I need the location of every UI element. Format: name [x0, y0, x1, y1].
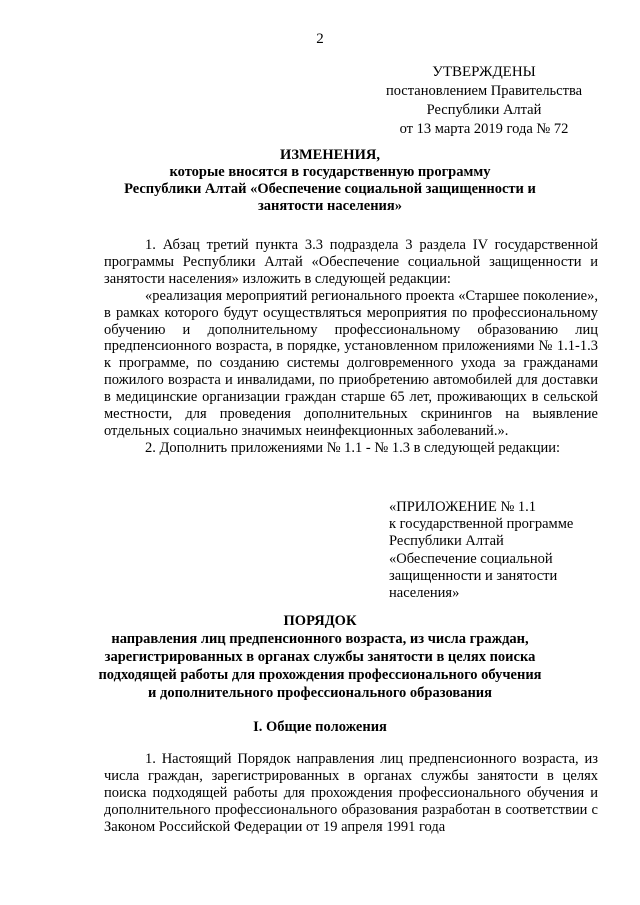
order-title-line: направления лиц предпенсионного возраста, из числа граждан, [111, 631, 529, 647]
annex-line: защищенности и занятости [389, 567, 558, 584]
title-line: занятости населения» [257, 198, 403, 214]
section-paragraph: 1. Настоящий Порядок направления лиц предпенсионного возраста, из числа граждан, зарегистрированных в органах службы занятости в целях поиска подходящей работы для прохождения профессионального обучения и дополнительного профессионального образования разработан в соответствии с Законом Российской Федерации от 19 апреля 1991 года [104, 751, 598, 835]
annex-line: «Обеспечение социальной [389, 550, 553, 567]
annex-line: «ПРИЛОЖЕНИЕ № 1.1 [389, 499, 537, 515]
section-body [104, 751, 598, 836]
title-line: Республики Алтай «Обеспечение социальной защищенности и [124, 181, 536, 197]
page-number: 2 [316, 31, 324, 47]
changes-body [104, 237, 598, 457]
annex-line: к государственной программе [389, 516, 574, 533]
approval-line: Республики Алтай [426, 102, 542, 118]
approval-line: постановлением Правительства [385, 83, 583, 99]
approval-heading: УТВЕРЖДЕНЫ [432, 64, 536, 80]
order-title-line: и дополнительного профессионального образования [148, 685, 492, 701]
title-line: которые вносятся в государственную программу [169, 164, 491, 180]
order-title-line: ПОРЯДОК [283, 613, 357, 629]
approval-block [374, 63, 594, 139]
section-heading: I. Общие положения [253, 719, 387, 735]
annex-line: Республики Алтай [389, 533, 504, 550]
approval-line: от 13 марта 2019 года № 72 [399, 121, 569, 137]
paragraph-quote: «реализация мероприятий регионального проекта «Старшее поколение», в рамках которого будут осуществляться мероприятия по профессиональному обучению и дополнительному профессиональному образованию лиц предпенсионного возраста, в порядке, установленном приложениями № 1.1-1.3 к программе, по созданию системы долговременного ухода за гражданами пожилого возраста и инвалидами, по приобретению автомобилей для доставки в медицинские организации граждан старше 65 лет, проживающих в сельской местности, для проведения дополнительных скринингов на выявление отдельных социально значимых неинфекционных заболеваний.». [104, 287, 598, 439]
annex-line: населения» [389, 585, 460, 602]
paragraph-2: 2. Дополнить приложениями № 1.1 - № 1.3 в следующей редакции: [145, 439, 561, 456]
order-title-line: подходящей работы для прохождения профессионального обучения [98, 667, 542, 683]
order-title-line: зарегистрированных в органах службы занятости в целях поиска [104, 649, 536, 665]
order-title [70, 612, 570, 702]
changes-title [80, 147, 580, 215]
title-line: ИЗМЕНЕНИЯ, [280, 147, 380, 163]
paragraph-1: 1. Абзац третий пункта 3.3 подраздела 3 раздела IV государственной программы Республики Алтай «Обеспечение социальной защищенности и занятости населения» изложить в следующей редакции: [104, 237, 598, 287]
annex-header [389, 499, 609, 602]
